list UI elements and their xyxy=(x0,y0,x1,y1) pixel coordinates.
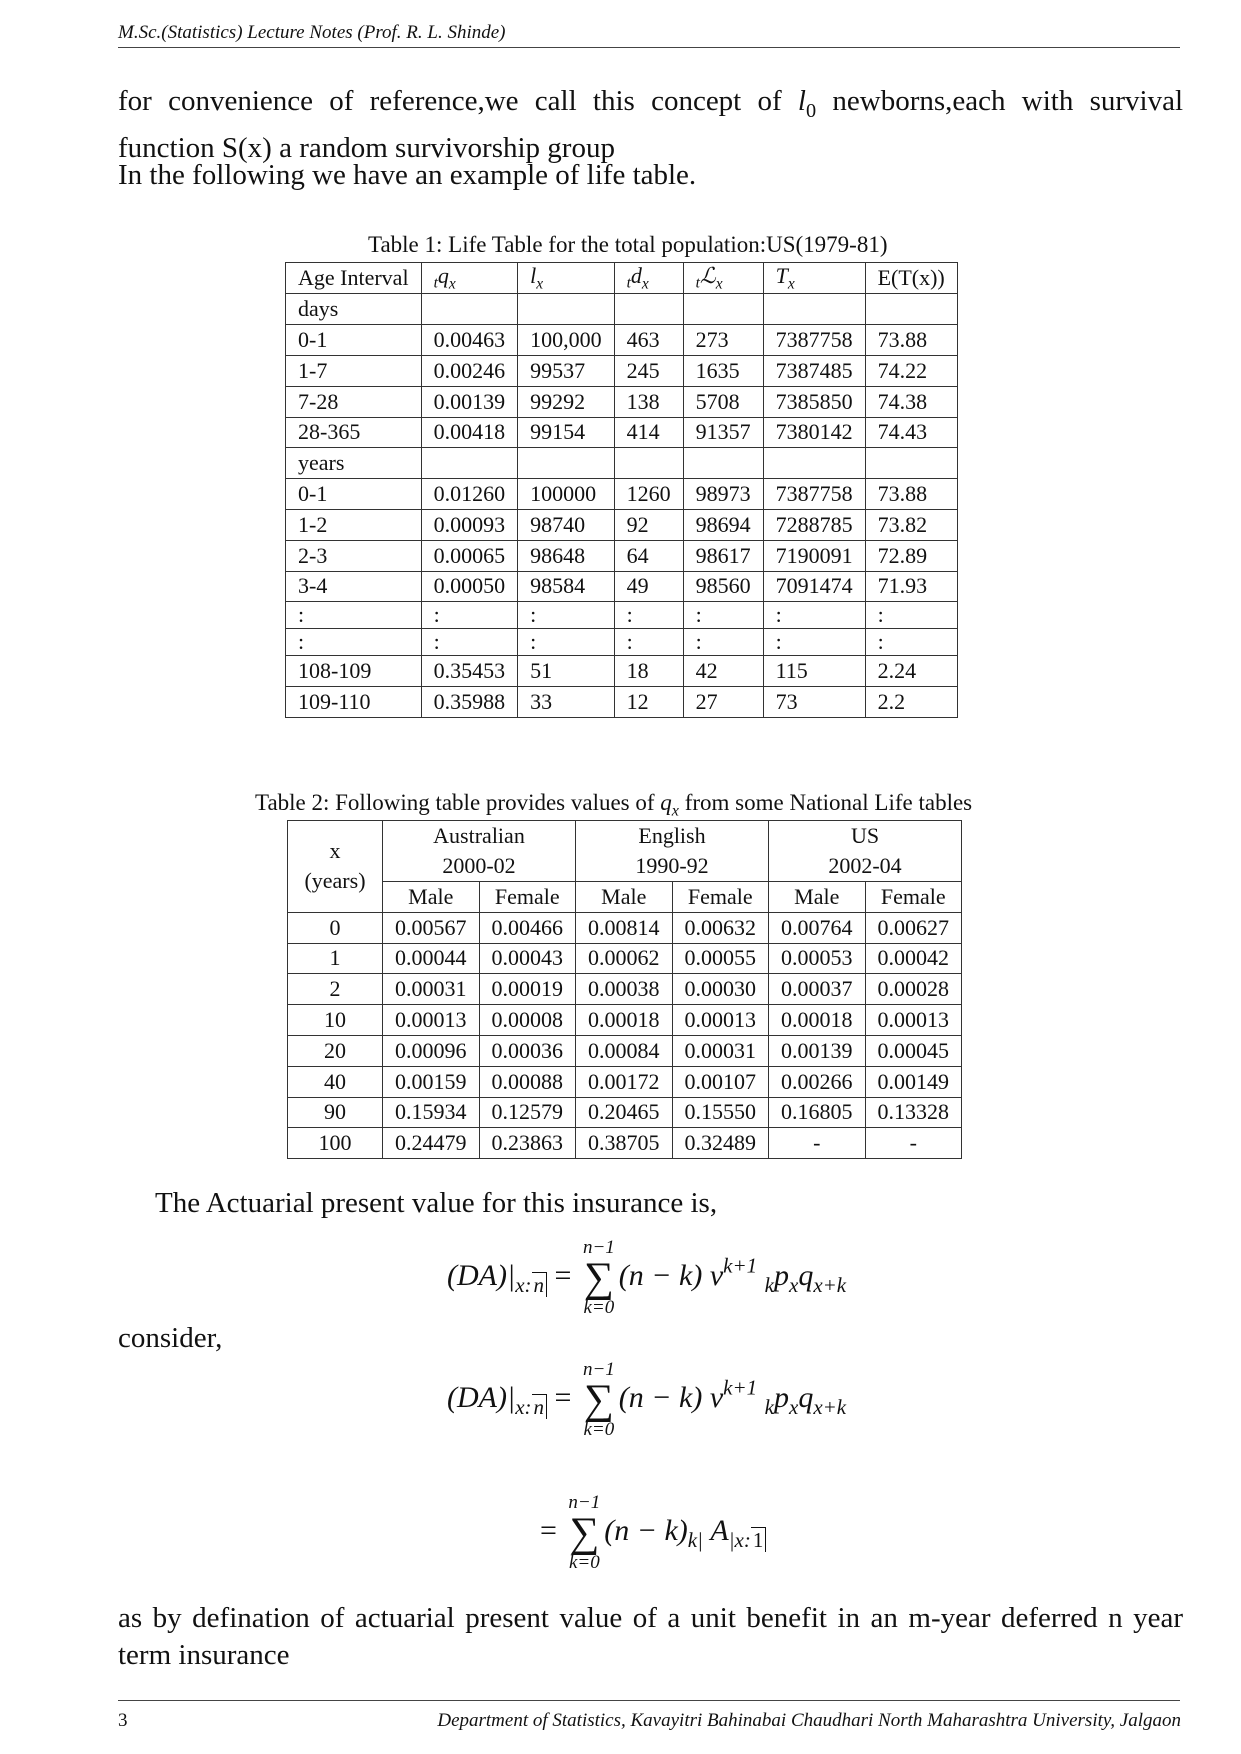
table1-cell: : xyxy=(763,602,865,629)
table1-row xyxy=(286,294,958,325)
table1-cell: 49 xyxy=(614,571,683,602)
intro-paragraph xyxy=(118,83,1183,167)
table1-cell: 28-365 xyxy=(286,417,422,448)
table1-cell: : xyxy=(421,629,518,656)
table2-body xyxy=(288,912,962,1158)
table2-age-cell: 10 xyxy=(288,1005,383,1036)
table1-cell: 7385850 xyxy=(763,386,865,417)
table2-row xyxy=(288,1066,962,1097)
table1-cell: 98694 xyxy=(683,509,763,540)
table1-cell: 7190091 xyxy=(763,540,865,571)
table1-cell: 138 xyxy=(614,386,683,417)
formula-2: $(DA)|_{x:n}$ = n−1 ∑ k=0 (n − k) $v^{k+1}$ $_kp_xq_{x+k}$ xyxy=(447,1359,847,1440)
table1-cell: 7-28 xyxy=(286,386,422,417)
table1-row xyxy=(286,509,958,540)
table1-cell: 99292 xyxy=(518,386,615,417)
table1-cell: 0.00050 xyxy=(421,571,518,602)
table1-cell: 3-4 xyxy=(286,571,422,602)
table2-qx-cell: 0.00172 xyxy=(576,1066,673,1097)
col-eng-male: Male xyxy=(576,882,673,913)
footer-divider xyxy=(118,1700,1180,1701)
table1-row xyxy=(286,602,958,629)
table2-qx-cell: 0.00036 xyxy=(479,1035,576,1066)
table1-cell: 98973 xyxy=(683,479,763,510)
table2-qx-cell: 0.00037 xyxy=(769,974,866,1005)
col-Tx: $T_x$ xyxy=(763,263,865,294)
running-header: M.Sc.(Statistics) Lecture Notes (Prof. R. L. Shinde) xyxy=(118,22,1180,48)
table2-qx-cell: 0.38705 xyxy=(576,1128,673,1159)
table2-qx-cell: 0.20465 xyxy=(576,1097,673,1128)
table2-qx-cell: 0.24479 xyxy=(383,1128,480,1159)
formula-1: $(DA)|_{x:n}$ = n−1 ∑ k=0 (n − k) $v^{k+1}$ $_kp_xq_{x+k}$ xyxy=(447,1237,847,1318)
table1-cell: 7380142 xyxy=(763,417,865,448)
table2-qx-cell: 0.00044 xyxy=(383,943,480,974)
table1-cell: : xyxy=(286,602,422,629)
table2-age-cell: 20 xyxy=(288,1035,383,1066)
table2-qx-cell: 0.00030 xyxy=(672,974,769,1005)
table1-cell: : xyxy=(286,629,422,656)
table1-cell: : xyxy=(518,629,615,656)
table1-cell: : xyxy=(683,602,763,629)
col-aus-female: Female xyxy=(479,882,576,913)
table2-qx-cell: 0.00018 xyxy=(576,1005,673,1036)
table2-qx-cell: 0.00053 xyxy=(769,943,866,974)
table1-cell: : xyxy=(614,629,683,656)
table2-qx-cell: 0.00008 xyxy=(479,1005,576,1036)
table2-qx-cell: 0.32489 xyxy=(672,1128,769,1159)
table1-cell: : xyxy=(865,602,957,629)
table1-cell: 42 xyxy=(683,656,763,687)
table1-cell xyxy=(865,294,957,325)
col-us-male: Male xyxy=(769,882,866,913)
table2-qx-cell: 0.00045 xyxy=(865,1035,962,1066)
table1-cell: 7387758 xyxy=(763,325,865,356)
table1-cell: 33 xyxy=(518,687,615,718)
table1-cell: 18 xyxy=(614,656,683,687)
table1-row xyxy=(286,386,958,417)
table2-age-cell: 90 xyxy=(288,1097,383,1128)
table2-qx-cell: 0.00149 xyxy=(865,1066,962,1097)
table2-qx-cell: 0.12579 xyxy=(479,1097,576,1128)
table2-age-cell: 2 xyxy=(288,974,383,1005)
table1-row xyxy=(286,629,958,656)
table1-cell xyxy=(865,448,957,479)
table1-cell: 73 xyxy=(763,687,865,718)
table1-cell: 99154 xyxy=(518,417,615,448)
col-age-interval: Age Interval xyxy=(286,263,422,294)
table2-qx-cell: 0.00096 xyxy=(383,1035,480,1066)
table2-sex-row xyxy=(288,882,962,913)
col-tLx: $_t$ℒ$_x$ xyxy=(683,263,763,294)
table2-qx-cell: 0.00567 xyxy=(383,912,480,943)
table1-cell: 74.38 xyxy=(865,386,957,417)
table2-qx-cell: - xyxy=(769,1128,866,1159)
table1-cell: 74.22 xyxy=(865,355,957,386)
table2-qx-cell: 0.00042 xyxy=(865,943,962,974)
table1-cell: 98648 xyxy=(518,540,615,571)
table1-cell xyxy=(683,448,763,479)
col-us-female: Female xyxy=(865,882,962,913)
table2-qx-cell: 0.16805 xyxy=(769,1097,866,1128)
col-tdx: $_td_x$ xyxy=(614,263,683,294)
col-expectation: E(T(x)) xyxy=(865,263,957,294)
table1-cell: 1260 xyxy=(614,479,683,510)
table1-row xyxy=(286,656,958,687)
table1-cell: 0.00463 xyxy=(421,325,518,356)
table2-qx-cell: 0.00084 xyxy=(576,1035,673,1066)
table1-cell: 0.00418 xyxy=(421,417,518,448)
intro-text-post: newborns,each with survival function S(x) a random survivorship group xyxy=(118,85,1183,165)
table2-row xyxy=(288,912,962,943)
intro-line-2: In the following we have an example of life table. xyxy=(118,159,697,191)
table2-qx-cell: 0.00031 xyxy=(383,974,480,1005)
table1-cell: 51 xyxy=(518,656,615,687)
table1-row xyxy=(286,417,958,448)
group-us: US 2002-04 xyxy=(769,821,962,882)
intro-text-pre: for convenience of reference,we call this concept of xyxy=(118,85,798,117)
table2-row xyxy=(288,1097,962,1128)
table1-row xyxy=(286,325,958,356)
table1-cell: 0.35453 xyxy=(421,656,518,687)
table1-cell: 73.88 xyxy=(865,325,957,356)
table2-qx-cell: 0.00028 xyxy=(865,974,962,1005)
table2-qx-cell: 0.00159 xyxy=(383,1066,480,1097)
table2-qx-cell: 0.00019 xyxy=(479,974,576,1005)
table1-cell: 0-1 xyxy=(286,479,422,510)
apv-intro: The Actuarial present value for this insurance is, xyxy=(155,1187,718,1219)
table2-age-cell: 100 xyxy=(288,1128,383,1159)
table1-cell: 2-3 xyxy=(286,540,422,571)
col-aus-male: Male xyxy=(383,882,480,913)
table1-cell: years xyxy=(286,448,422,479)
table2-qx-cell: 0.23863 xyxy=(479,1128,576,1159)
national-qx-table xyxy=(287,820,962,1159)
table1-cell: 98740 xyxy=(518,509,615,540)
table1-cell: 73.82 xyxy=(865,509,957,540)
table1-cell: 7387758 xyxy=(763,479,865,510)
table1-cell: 64 xyxy=(614,540,683,571)
table1-cell: : xyxy=(614,602,683,629)
table1-cell: 71.93 xyxy=(865,571,957,602)
table1-cell: 463 xyxy=(614,325,683,356)
table2-qx-cell: 0.00013 xyxy=(865,1005,962,1036)
table1-cell: 7091474 xyxy=(763,571,865,602)
table1-row xyxy=(286,355,958,386)
col-lx: $l_x$ xyxy=(518,263,615,294)
table1-cell xyxy=(518,294,615,325)
table1-cell xyxy=(614,294,683,325)
table2-qx-cell: 0.00466 xyxy=(479,912,576,943)
table1-cell: 0.00093 xyxy=(421,509,518,540)
table1-cell: 0.35988 xyxy=(421,687,518,718)
table1-cell: 1-7 xyxy=(286,355,422,386)
table1-cell: 73.88 xyxy=(865,479,957,510)
table2-age-cell: 0 xyxy=(288,912,383,943)
col-tqx: $_tq_x$ xyxy=(421,263,518,294)
table2-qx-cell: 0.15550 xyxy=(672,1097,769,1128)
table1-cell: 5708 xyxy=(683,386,763,417)
table1-body xyxy=(286,294,958,718)
group-english: English 1990-92 xyxy=(576,821,769,882)
group-australian: Australian 2000-02 xyxy=(383,821,576,882)
table2-qx-cell: 0.00627 xyxy=(865,912,962,943)
consider-label: consider, xyxy=(118,1322,223,1354)
table2-qx-cell: 0.00055 xyxy=(672,943,769,974)
table1-cell xyxy=(614,448,683,479)
table1-cell: : xyxy=(865,629,957,656)
table1-cell: 92 xyxy=(614,509,683,540)
table1-row xyxy=(286,448,958,479)
table2-qx-cell: 0.00266 xyxy=(769,1066,866,1097)
table2-row xyxy=(288,1128,962,1159)
table1-cell xyxy=(763,448,865,479)
table2-group-row xyxy=(288,821,962,882)
table2-row xyxy=(288,974,962,1005)
table2-qx-cell: 0.00139 xyxy=(769,1035,866,1066)
table1-caption: Table 1: Life Table for the total population:US(1979-81) xyxy=(368,232,888,257)
table2-caption: Table 2: Following table provides values of $q_x$ from some National Life tables xyxy=(255,790,973,820)
table1-cell: 100000 xyxy=(518,479,615,510)
formula-3: = n−1 ∑ k=0 $(n - k)_{k|}$ $A_{|x:1}$ xyxy=(540,1493,766,1573)
table1-cell: 72.89 xyxy=(865,540,957,571)
table1-cell xyxy=(763,294,865,325)
table2-qx-cell: 0.00764 xyxy=(769,912,866,943)
table1-cell: 100,000 xyxy=(518,325,615,356)
table2-qx-cell: 0.00018 xyxy=(769,1005,866,1036)
table2-qx-cell: 0.00814 xyxy=(576,912,673,943)
table1-cell: 245 xyxy=(614,355,683,386)
table1-cell: 109-110 xyxy=(286,687,422,718)
table1-cell: 98584 xyxy=(518,571,615,602)
table1-cell: 2.24 xyxy=(865,656,957,687)
table1-cell: days xyxy=(286,294,422,325)
table1-cell xyxy=(421,294,518,325)
table1-cell: 0.01260 xyxy=(421,479,518,510)
table1-cell: 115 xyxy=(763,656,865,687)
table1-cell: 2.2 xyxy=(865,687,957,718)
table1-cell: 74.43 xyxy=(865,417,957,448)
table1-cell: 91357 xyxy=(683,417,763,448)
life-table-us xyxy=(285,262,958,718)
conclusion-paragraph: as by defination of actuarial present value of a unit benefit in an m-year deferred n year term insurance xyxy=(118,1602,1183,1671)
table2-age-cell: 40 xyxy=(288,1066,383,1097)
table1-cell: 0.00065 xyxy=(421,540,518,571)
table2-qx-cell: 0.00062 xyxy=(576,943,673,974)
table1-cell: 98617 xyxy=(683,540,763,571)
table1-cell: 98560 xyxy=(683,571,763,602)
table1-cell xyxy=(683,294,763,325)
table2-qx-cell: 0.00038 xyxy=(576,974,673,1005)
l0-symbol: l xyxy=(797,85,806,117)
table1-cell xyxy=(518,448,615,479)
table2-qx-cell: 0.00043 xyxy=(479,943,576,974)
table2-row xyxy=(288,1005,962,1036)
table1-cell: 108-109 xyxy=(286,656,422,687)
col-eng-female: Female xyxy=(672,882,769,913)
table2-qx-cell: 0.00088 xyxy=(479,1066,576,1097)
table1-cell: 0.00246 xyxy=(421,355,518,386)
table1-cell: 414 xyxy=(614,417,683,448)
table2-qx-cell: 0.00013 xyxy=(383,1005,480,1036)
table1-cell: 273 xyxy=(683,325,763,356)
table1-cell: 0-1 xyxy=(286,325,422,356)
table2-row xyxy=(288,1035,962,1066)
table1-header-row xyxy=(286,263,958,294)
table2-qx-cell: - xyxy=(865,1128,962,1159)
l0-subscript: 0 xyxy=(805,100,817,123)
table2-qx-cell: 0.00107 xyxy=(672,1066,769,1097)
table1-cell: : xyxy=(683,629,763,656)
table2-qx-cell: 0.00031 xyxy=(672,1035,769,1066)
table2-qx-cell: 0.13328 xyxy=(865,1097,962,1128)
table1-row xyxy=(286,687,958,718)
table1-cell: 1-2 xyxy=(286,509,422,540)
table1-row xyxy=(286,540,958,571)
table2-age-cell: 1 xyxy=(288,943,383,974)
table1-row xyxy=(286,479,958,510)
table2-qx-cell: 0.00013 xyxy=(672,1005,769,1036)
table1-cell: 7288785 xyxy=(763,509,865,540)
footer-department: Department of Statistics, Kavayitri Bahinabai Chaudhari North Maharashtra University, Jalgaon xyxy=(437,1710,1181,1731)
table1-cell: 7387485 xyxy=(763,355,865,386)
table1-cell: 12 xyxy=(614,687,683,718)
table2-row xyxy=(288,943,962,974)
page-number: 3 xyxy=(118,1710,128,1731)
table1-row xyxy=(286,571,958,602)
table2-qx-cell: 0.15934 xyxy=(383,1097,480,1128)
table2-qx-cell: 0.00632 xyxy=(672,912,769,943)
table1-cell: 99537 xyxy=(518,355,615,386)
table1-cell: : xyxy=(421,602,518,629)
table1-cell xyxy=(421,448,518,479)
table1-cell: 1635 xyxy=(683,355,763,386)
table1-cell: : xyxy=(763,629,865,656)
table1-cell: 0.00139 xyxy=(421,386,518,417)
table1-cell: : xyxy=(518,602,615,629)
table1-cell: 27 xyxy=(683,687,763,718)
col-x-years: x (years) xyxy=(288,821,383,913)
